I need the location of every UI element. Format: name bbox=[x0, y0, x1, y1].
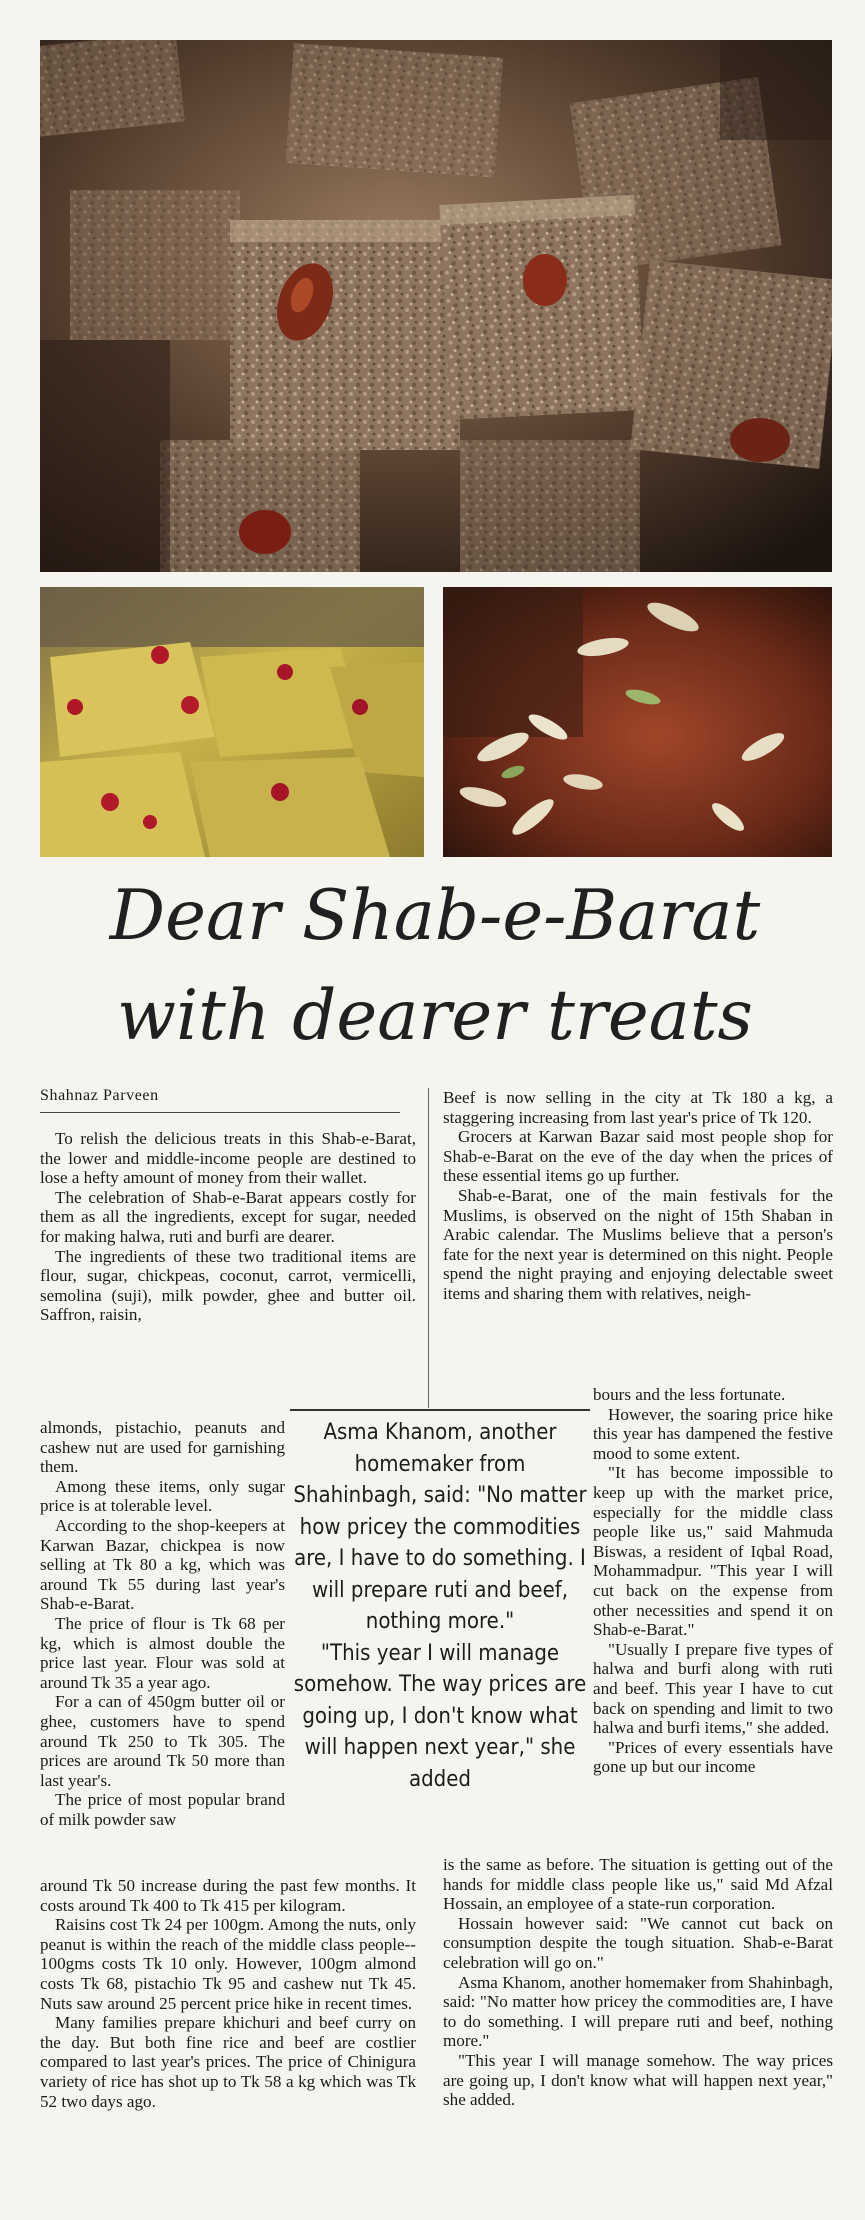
pull-quote-text: Asma Khanom, another homemaker from Shahinbagh, said: "No matter how pricey the commodities are, I have to do something. I will prepare ruti and beef, nothing more." bbox=[293, 1420, 587, 1634]
paragraph: For a can of 450gm butter oil or ghee, customers have to spend around Tk 250 to Tk 305. The prices are around Tk 50 more than last year's. bbox=[40, 1692, 285, 1790]
paragraph: To relish the delicious treats in this Shab-e-Barat, the lower and middle-income people are destined to lose a hefty amount of money from their wallet. bbox=[40, 1129, 416, 1188]
paragraph: Shab-e-Barat, one of the main festivals for the Muslims, is observed on the night of 15th Shaban in Arabic calendar. The Muslims believe that a person's fate for the next year is determined on this night. People spend the night praying and enjoying delectable sweet items and sharing them with relatives, neigh- bbox=[443, 1185, 833, 1303]
pull-quote bbox=[290, 1409, 590, 1861]
article-column-right-top bbox=[443, 1088, 833, 1304]
paragraph: "This year I will manage somehow. The way prices are going up, I don't know what will happen next year," she added. bbox=[443, 2050, 833, 2110]
paragraph: "It has become impossible to keep up with the market price, especially for the middle class people like us," said Mahmuda Biswas, a resident of Iqbal Road, Mohammadpur. "This year I will cut back on the expense from other necessities and spend it on Shab-e-Barat." bbox=[593, 1463, 833, 1640]
paragraph: Many families prepare khichuri and beef curry on the day. But both fine rice and beef are costlier compared to last year's prices. The price of Chinigura variety of rice has shot up to Tk 58 a kg which was Tk 52 two days ago. bbox=[40, 2013, 416, 2111]
nut-halwa-photo bbox=[443, 587, 832, 857]
column-divider bbox=[428, 1088, 429, 1408]
paragraph: bours and the less fortunate. bbox=[593, 1385, 786, 1404]
paragraph: "Usually I prepare five types of halwa and burfi along with ruti and beef. This year I have to cut back on spending and limit to two halwa and burfi items," she added. bbox=[593, 1639, 833, 1738]
paragraph: Grocers at Karwan Bazar said most people shop for Shab-e-Barat on the eve of the day when the prices of these essential items go up further. bbox=[443, 1127, 833, 1186]
article-column-left-middle bbox=[40, 1418, 285, 1829]
headline-line-2: with dearer treats bbox=[117, 976, 753, 1056]
paragraph: is the same as before. The situation is getting out of the hands for middle class people like us," said Md Afzal Hossain, an employee of a state-run corporation. bbox=[443, 1855, 833, 1914]
paragraph: However, the soaring price hike this year has dampened the festive mood to some extent. bbox=[593, 1404, 833, 1463]
paragraph: Beef is now selling in the city at Tk 180 a kg, a staggering increasing from last year's price of Tk 120. bbox=[443, 1088, 833, 1127]
paragraph: Asma Khanom, another homemaker from Shahinbagh, said: "No matter how pricey the commodities are, I have to do something. I will prepare ruti and beef, nothing more." bbox=[443, 1972, 833, 2051]
paragraph: Raisins cost Tk 24 per 100gm. Among the nuts, only peanut is within the reach of the middle class people-- 100gms costs Tk 10 only. However, 100gm almond costs Tk 68, pistachio Tk 95 and cashew nut Tk 45. Nuts saw around 25 percent price hike in recent times. bbox=[40, 1915, 416, 2013]
paragraph: The celebration of Shab-e-Barat appears costly for them as all the ingredients, except for sugar, needed for making halwa, ruti and burfi are dearer. bbox=[40, 1187, 416, 1246]
article-column-right-bottom bbox=[443, 1855, 833, 2110]
paragraph: The ingredients of these two traditional items are flour, sugar, chickpeas, coconut, carrot, vermicelli, semolina (suji), milk powder, ghee and butter oil. Saffron, raisin, bbox=[40, 1246, 416, 1325]
paragraph: around Tk 50 increase during the past few months. It costs around Tk 400 to Tk 415 per kilogram. bbox=[40, 1876, 416, 1915]
byline: Shahnaz Parveen bbox=[40, 1087, 400, 1113]
headline-line-1: Dear Shab-e-Barat bbox=[109, 876, 761, 956]
halwa-closeup-photo bbox=[40, 40, 832, 572]
paragraph: almonds, pistachio, peanuts and cashew nut are used for garnishing them. bbox=[40, 1418, 285, 1477]
paragraph: "Prices of every essentials have gone up but our income bbox=[593, 1737, 833, 1777]
pull-quote-text: "This year I will manage somehow. The way prices are going up, I don't know what will happen next year," she added bbox=[293, 1640, 587, 1792]
paragraph: Among these items, only sugar price is at tolerable level. bbox=[40, 1476, 285, 1516]
article-column-right-middle bbox=[593, 1385, 833, 1777]
article-column-left-bottom bbox=[40, 1876, 416, 2111]
paragraph: The price of flour is Tk 68 per kg, which is almost double the price last year. Flour was sold at around Tk 35 a year ago. bbox=[40, 1613, 285, 1692]
paragraph: According to the shop-keepers at Karwan Bazar, chickpea is now selling at Tk 80 a kg, which was around Tk 55 during last year's Shab-e-Barat. bbox=[40, 1515, 285, 1614]
paragraph: The price of most popular brand of milk powder saw bbox=[40, 1790, 285, 1829]
article-column-left-top bbox=[40, 1129, 416, 1325]
yellow-halwa-photo bbox=[40, 587, 424, 857]
paragraph: Hossain however said: "We cannot cut back on consumption despite the tough situation. Shab-e-Barat celebration will go on." bbox=[443, 1913, 833, 1972]
